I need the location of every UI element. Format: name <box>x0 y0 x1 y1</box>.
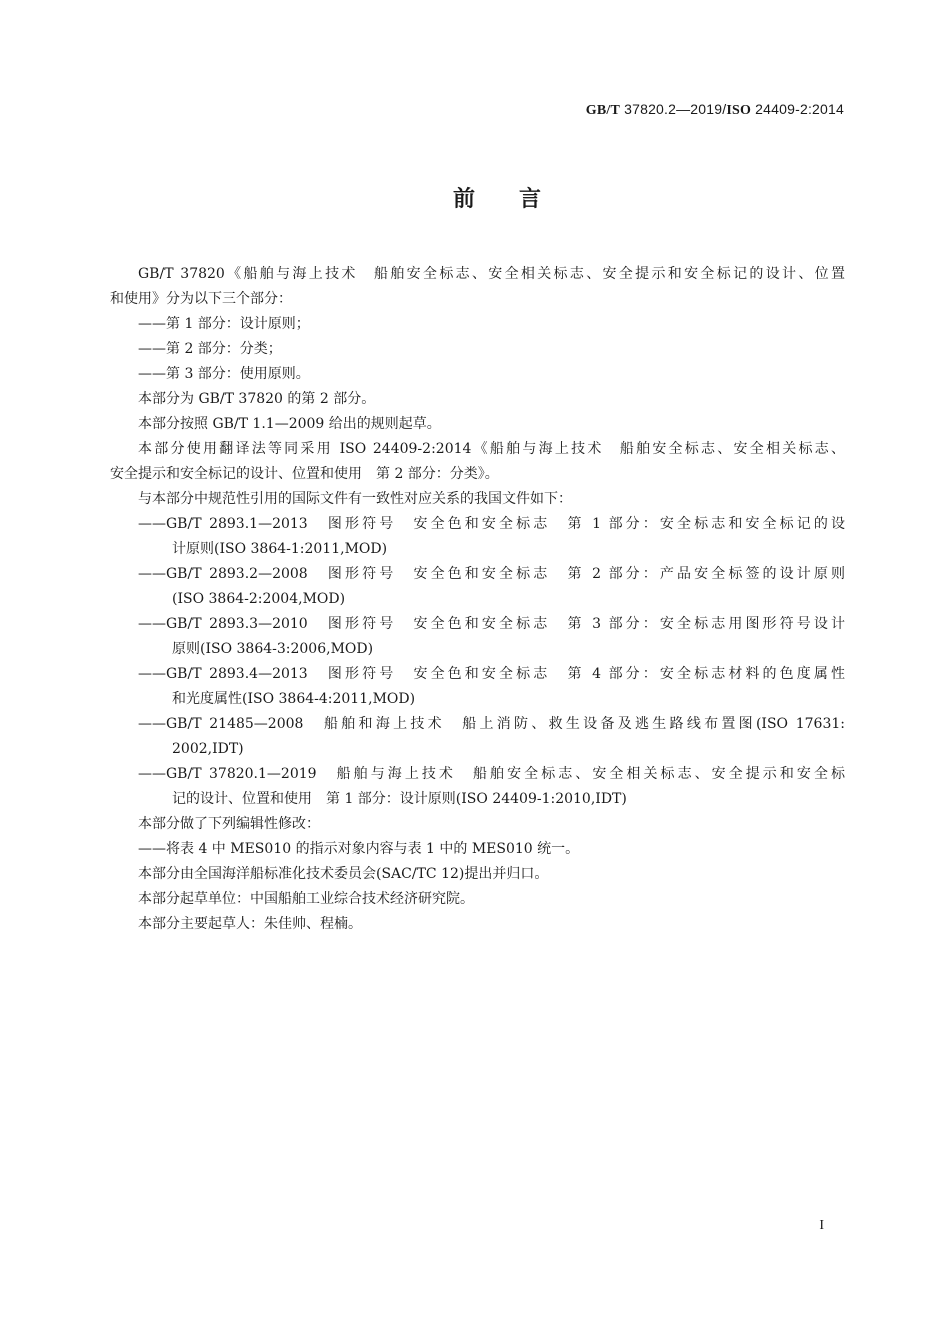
text-line: 本部分按照 GB/T 1.1—2009 给出的规则起草。 <box>138 416 441 432</box>
text-line: (ISO 3864-2:2004,MOD) <box>172 591 346 607</box>
text-line: 本部分做了下列编辑性修改： <box>138 816 320 832</box>
header-gbt: GB/T <box>585 103 621 118</box>
text-line: 本部分使用翻译法等同采用 ISO 24409-2:2014《船舶与海上技术 船舶安全标志、安全相关标志、 <box>138 441 845 457</box>
text-line: ——GB/T 21485—2008 船舶和海上技术 船上消防、救生设备及逃生路线布置图(ISO 17631: <box>138 716 845 732</box>
text-line: 安全提示和安全标记的设计、位置和使用 第 2 部分：分类》。 <box>110 466 499 482</box>
text-line: 记的设计、位置和使用 第 1 部分：设计原则(ISO 24409-1:2010,IDT) <box>172 791 627 807</box>
text-line: ——GB/T 2893.2—2008 图形符号 安全色和安全标志 第 2 部分：产品安全标签的设计原则 <box>138 566 845 582</box>
text-line: 本部分为 GB/T 37820 的第 2 部分。 <box>138 391 376 407</box>
text-line: 与本部分中规范性引用的国际文件有一致性对应关系的我国文件如下： <box>138 491 572 507</box>
text-line: ——GB/T 37820.1—2019 船舶与海上技术 船舶安全标志、安全相关标志、安全提示和安全标 <box>138 766 845 782</box>
text-line: ——GB/T 2893.4—2013 图形符号 安全色和安全标志 第 4 部分：安全标志材料的色度属性 <box>138 666 845 682</box>
text-line: ——GB/T 2893.1—2013 图形符号 安全色和安全标志 第 1 部分：安全标志和安全标记的设 <box>138 516 845 532</box>
text-line: 和光度属性(ISO 3864-4:2011,MOD) <box>172 691 416 707</box>
text-line: 2002,IDT) <box>172 741 244 757</box>
text-line: ——第 1 部分：设计原则； <box>138 316 310 332</box>
text-line: ——将表 4 中 MES010 的指示对象内容与表 1 中的 MES010 统一。 <box>138 841 580 857</box>
text-line: 计原则(ISO 3864-1:2011,MOD) <box>172 541 388 557</box>
text-line: 本部分起草单位：中国船舶工业综合技术经济研究院。 <box>138 891 474 907</box>
running-header <box>586 101 844 119</box>
header-number: 37820.2—2019/ <box>620 101 727 117</box>
text-line: 原则(ISO 3864-3:2006,MOD) <box>172 641 374 657</box>
header-iso: ISO <box>726 103 752 118</box>
text-line: ——第 2 部分：分类； <box>138 341 282 357</box>
text-line: 本部分由全国海洋船标准化技术委员会(SAC/TC 12)提出并归口。 <box>138 866 549 882</box>
document-body <box>110 262 845 937</box>
text-line: GB/T 37820《船舶与海上技术 船舶安全标志、安全相关标志、安全提示和安全标记的设计、位置 <box>138 266 845 282</box>
page-title: 前言 <box>452 187 585 212</box>
text-line: ——第 3 部分：使用原则。 <box>138 366 310 382</box>
text-line: ——GB/T 2893.3—2010 图形符号 安全色和安全标志 第 3 部分：安全标志用图形符号设计 <box>138 616 845 632</box>
text-line: 本部分主要起草人：朱佳帅、程楠。 <box>138 916 362 932</box>
page-number: I <box>819 1218 824 1233</box>
text-line: 和使用》分为以下三个部分： <box>110 291 292 307</box>
header-iso-number: 24409-2:2014 <box>751 101 844 117</box>
